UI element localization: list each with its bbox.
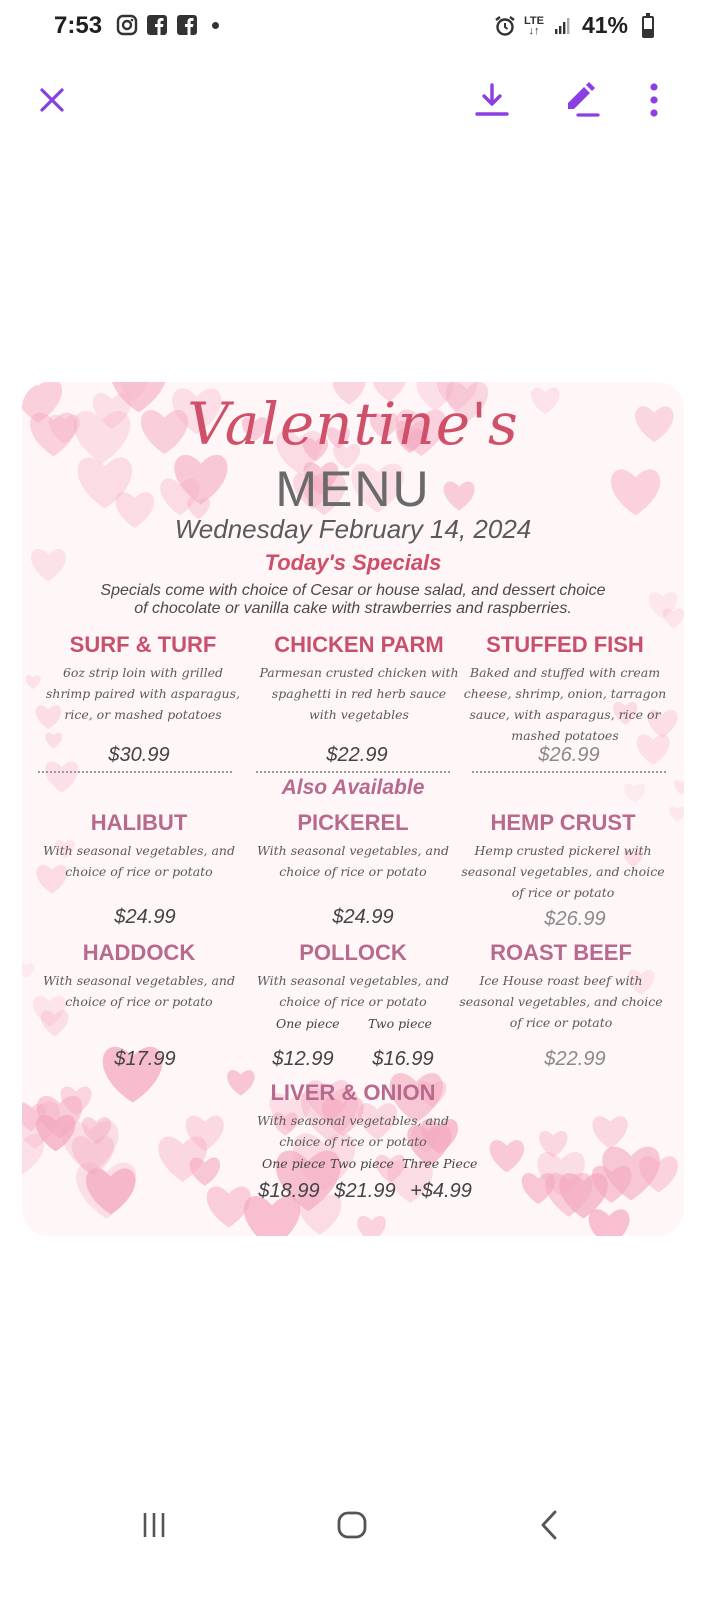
item-price: $22.99: [544, 1048, 606, 1070]
menu-image: [22, 382, 684, 1236]
battery-icon: [642, 16, 654, 38]
menu-item: [256, 632, 462, 725]
item-name: CHICKEN PARM: [274, 632, 444, 657]
status-time: 7:53: [54, 12, 103, 39]
piece-label: One piece: [262, 1156, 326, 1171]
item-name: STUFFED FISH: [486, 632, 644, 657]
item-price: $21.99: [334, 1180, 396, 1202]
item-description: Baked and stuffed with cream cheese, shrimp, onion, tarragon sauce, with asparagus, rice or mashed potatoes: [463, 665, 667, 743]
item-name: PICKEREL: [297, 810, 409, 835]
item-description: Hemp crusted pickerel with seasonal vegetables, and choice of rice or potato: [461, 843, 665, 900]
more-vert-icon: [649, 82, 659, 118]
item-name: SURF & TURF: [69, 632, 217, 657]
divider: [38, 771, 232, 773]
status-right-icons: [494, 12, 628, 39]
item-name: LIVER & ONION: [270, 1080, 436, 1105]
download-button[interactable]: [470, 78, 514, 122]
menu-item: [250, 1080, 456, 1152]
item-price: $22.99: [326, 744, 388, 766]
item-name: HADDOCK: [82, 940, 196, 965]
item-description: Ice House roast beef with seasonal vegetables, and choice of rice or potato: [459, 973, 663, 1030]
recent-apps-icon: [139, 1510, 169, 1540]
item-description: Parmesan crusted chicken with spaghetti in red herb sauce with vegetables: [259, 665, 459, 722]
piece-label: Two piece: [368, 1016, 432, 1031]
home-icon: [335, 1508, 369, 1542]
item-name: HALIBUT: [90, 810, 188, 835]
item-name: POLLOCK: [299, 940, 407, 965]
item-description: With seasonal vegetables, and choice of rice or potato: [257, 973, 449, 1009]
menu-item: [36, 940, 242, 1012]
item-price: $26.99: [544, 908, 606, 930]
item-description: With seasonal vegetables, and choice of rice or potato: [43, 843, 235, 879]
back-button[interactable]: [520, 1500, 580, 1550]
item-price: +$4.99: [410, 1180, 472, 1202]
specials-intro: Specials come with choice of Cesar or house salad, and dessert choice of chocolate or vanilla cake with strawberries and raspberries.: [100, 582, 606, 617]
menu-item: [250, 810, 456, 882]
item-price: $24.99: [114, 906, 176, 928]
viewer-toolbar: [0, 60, 720, 140]
more-options-button[interactable]: [632, 78, 676, 122]
item-price: $26.99: [538, 744, 600, 766]
download-icon: [473, 81, 511, 119]
also-available-heading: Also Available: [281, 776, 425, 799]
lte-icon: LTE ↓↑: [523, 14, 544, 37]
home-button[interactable]: [322, 1500, 382, 1550]
piece-label: Two piece: [330, 1156, 394, 1171]
item-price: $17.99: [114, 1048, 176, 1070]
back-icon: [537, 1509, 563, 1541]
facebook-icon: [176, 14, 198, 36]
item-price: $24.99: [332, 906, 394, 928]
edit-icon: [560, 81, 600, 119]
menu-title: MENU: [275, 461, 431, 517]
menu-item: [36, 810, 242, 882]
battery-percent: 41%: [581, 12, 628, 38]
signal-icon: [552, 15, 574, 37]
alarm-icon: [494, 15, 516, 37]
item-description: With seasonal vegetables, and choice of rice or potato: [43, 973, 235, 1009]
notification-dot: [212, 22, 219, 29]
specials-heading: Today's Specials: [264, 550, 442, 575]
item-description: 6oz strip loin with grilled shrimp paired with asparagus, rice, or mashed potatoes: [45, 665, 240, 722]
close-button[interactable]: [30, 78, 74, 122]
item-description: With seasonal vegetables, and choice of rice or potato: [257, 1113, 449, 1149]
divider: [472, 771, 666, 773]
item-price: $18.99: [258, 1180, 320, 1202]
status-bar: [0, 0, 720, 56]
menu-item: [458, 940, 664, 1033]
menu-item: [460, 810, 666, 903]
status-left-icons: [116, 14, 219, 36]
item-description: With seasonal vegetables, and choice of rice or potato: [257, 843, 449, 879]
item-price: $16.99: [372, 1048, 434, 1070]
menu-item: [40, 632, 246, 725]
close-icon: [38, 86, 66, 114]
instagram-icon: [116, 14, 138, 36]
item-name: HEMP CRUST: [490, 810, 636, 835]
edit-button[interactable]: [558, 78, 602, 122]
item-name: ROAST BEEF: [490, 940, 632, 965]
divider: [256, 771, 450, 773]
menu-item: [462, 632, 668, 746]
piece-label: Three Piece: [402, 1156, 478, 1171]
item-price: $12.99: [272, 1048, 334, 1070]
menu-date: Wednesday February 14, 2024: [174, 514, 532, 544]
menu-item: [250, 940, 456, 1012]
recent-apps-button[interactable]: [124, 1500, 184, 1550]
item-price: $30.99: [108, 744, 170, 766]
facebook-icon: [146, 14, 168, 36]
menu-title-script: Valentine's: [187, 390, 519, 458]
piece-label: One piece: [276, 1016, 340, 1031]
system-nav-bar: [0, 1490, 720, 1560]
